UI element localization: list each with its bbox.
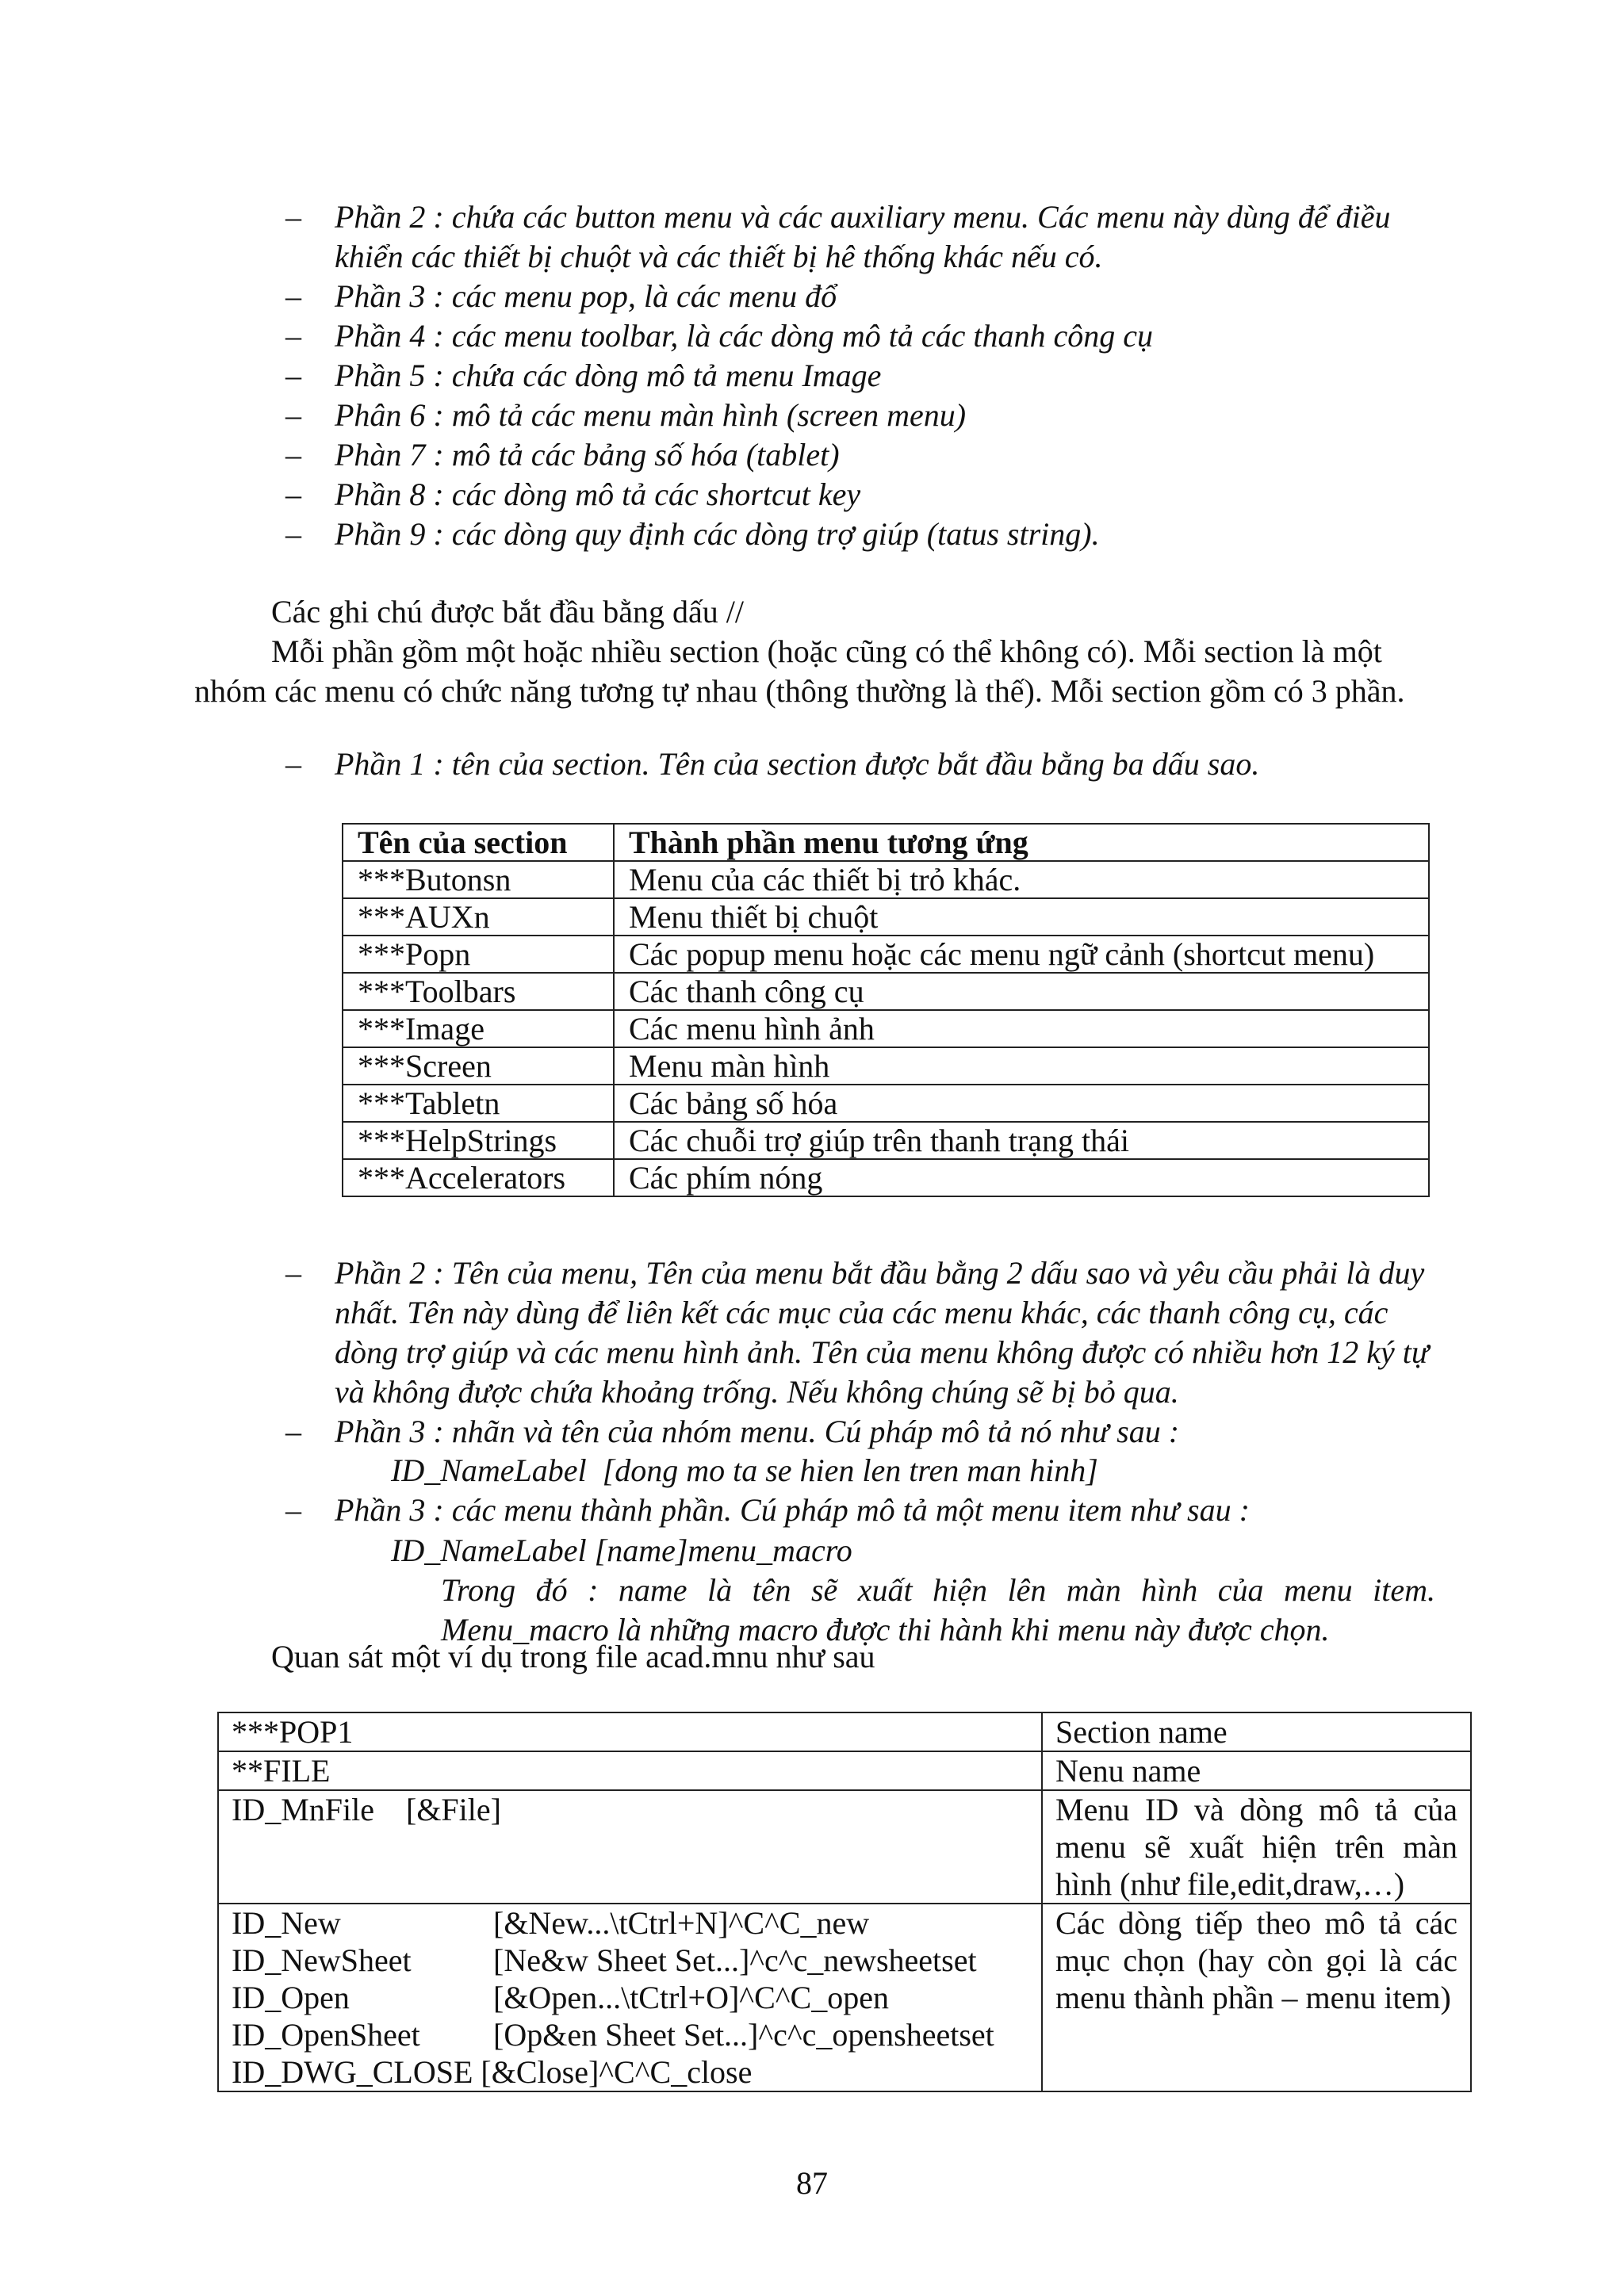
dash-bullet: – — [285, 437, 301, 473]
table-row — [343, 1159, 1429, 1196]
code-line — [232, 1904, 1028, 1942]
dash-bullet: – — [285, 1492, 301, 1528]
list-item — [285, 515, 1459, 554]
table-row — [343, 1085, 1429, 1122]
table-row — [343, 1010, 1429, 1047]
table-row — [343, 936, 1429, 973]
menu-parts-list — [285, 1253, 1459, 1452]
page-number: 87 — [796, 2165, 828, 2201]
table-cell: Các bảng số hóa — [614, 1085, 1429, 1122]
list-item — [285, 435, 1459, 475]
explanation-text: Menu_macro là những macro được thi hành khi menu này được chọn. — [441, 1612, 1330, 1647]
dash-bullet: – — [285, 516, 301, 552]
table-cell: ***Image — [343, 1010, 614, 1047]
table-cell: ***Screen — [343, 1047, 614, 1085]
table-cell: Các dòng tiếp theo mô tả các mục chọn (hay còn gọi là các menu thành phần – menu item) — [1042, 1904, 1471, 2091]
table-row — [218, 1712, 1471, 1751]
list-item-text: Phần 4 : các menu toolbar, là các dòng mô tả các thanh công cụ — [335, 318, 1154, 354]
dash-bullet: – — [285, 397, 301, 433]
table-row — [343, 1047, 1429, 1085]
table-cell: ***HelpStrings — [343, 1122, 614, 1159]
table-cell: **FILE — [218, 1751, 1042, 1790]
dash-bullet: – — [285, 278, 301, 314]
table-row — [343, 1122, 1429, 1159]
menu-id: ID_NewSheet — [232, 1942, 412, 1978]
example-table — [217, 1712, 1472, 2092]
table-cell: ***POP1 — [218, 1712, 1042, 1751]
menu-macro: [&Open...\tCtrl+O]^C^C_open — [493, 1980, 889, 2015]
parts-list — [285, 197, 1459, 554]
list-item — [285, 197, 1459, 277]
table-row — [218, 1751, 1471, 1790]
table-cell: Menu màn hình — [614, 1047, 1429, 1085]
syntax-text: ID_NameLabel [dong mo ta se hien len tren man hinh] — [391, 1452, 1098, 1488]
table-row — [343, 861, 1429, 898]
table-cell: Menu của các thiết bị trỏ khác. — [614, 861, 1429, 898]
section-part1-list — [285, 744, 1459, 784]
list-item — [285, 475, 1459, 515]
dash-bullet: – — [285, 1414, 301, 1449]
list-item — [285, 1490, 1459, 1530]
syntax-example: ID_NameLabel [name]menu_macro — [391, 1533, 852, 1568]
table-header-cell: Tên của section — [343, 824, 614, 861]
dash-bullet: – — [285, 746, 301, 782]
dash-bullet: – — [285, 358, 301, 393]
code-line — [232, 1942, 1028, 1979]
menu-items-list — [285, 1490, 1459, 1530]
section-paragraph: Mỗi phần gồm một hoặc nhiều section (hoặc cũng có thể không có). Mỗi section là một nhóm các menu có chức năng tương tự nhau (thông thường là thế). Mỗi section gồm có 3 phần. — [194, 633, 1405, 709]
code-line — [232, 2016, 1028, 2053]
list-item-text: Phần 2 : chứa các button menu và các auxiliary menu. Các menu này dùng để điều khiển các thiết bị chuột và các thiết bị hê thống khác nếu có. — [335, 199, 1391, 274]
table-row — [343, 898, 1429, 936]
list-item-text: Phần 2 : Tên của menu, Tên của menu bắt đầu bằng 2 dấu sao và yêu cầu phải là duy nhất. Tên này dùng để liên kết các mục của các menu khác, các thanh công cụ, các dòng trợ giúp và các menu hình ảnh. Tên của menu không được có nhiều hơn 12 ký tự và không được chứa khoảng trống. Nếu không chúng sẽ bị bỏ qua. — [335, 1255, 1429, 1410]
code-line — [232, 2053, 1028, 2091]
table-cell: Các phím nóng — [614, 1159, 1429, 1196]
table-cell: Menu ID và dòng mô tả của menu sẽ xuất hiện trên màn hình (như file,edit,draw,…) — [1042, 1790, 1471, 1904]
table-cell: ***Tabletn — [343, 1085, 614, 1122]
dash-bullet: – — [285, 1255, 301, 1291]
list-item-text: Phân 6 : mô tả các menu màn hình (screen menu) — [335, 397, 967, 433]
dash-bullet: – — [285, 318, 301, 354]
table-cell: ***Butonsn — [343, 861, 614, 898]
table-cell: Section name — [1042, 1712, 1471, 1751]
list-item-text: Phần 9 : các dòng quy định các dòng trợ giúp (tatus string). — [335, 516, 1100, 552]
list-item — [285, 1412, 1459, 1452]
list-item — [285, 744, 1459, 784]
table-cell: ID_MnFile [&File] — [218, 1790, 1042, 1904]
explanation-text: Trong đó : name là tên sẽ xuất hiện lên màn hình của menu item. — [441, 1572, 1435, 1608]
table-header-cell: Thành phần menu tương ứng — [614, 824, 1429, 861]
section-table — [342, 823, 1430, 1197]
list-item-text: Phần 1 : tên của section. Tên của section được bắt đầu bằng ba dấu sao. — [335, 746, 1260, 782]
list-item-text: Phần 8 : các dòng mô tả các shortcut key — [335, 476, 861, 512]
table-row — [218, 1790, 1471, 1904]
menu-macro: [&New...\tCtrl+N]^C^C_new — [493, 1905, 870, 1941]
list-item — [285, 1253, 1459, 1412]
table-cell: Các chuỗi trợ giúp trên thanh trạng thái — [614, 1122, 1429, 1159]
syntax-example — [391, 1451, 1098, 1490]
list-item-text: Phần 3 : các menu thành phần. Cú pháp mô tả một menu item như sau : — [335, 1492, 1250, 1528]
table-row — [218, 1904, 1471, 2091]
menu-macro: [&Close]^C^C_close — [481, 2054, 753, 2090]
list-item — [285, 316, 1459, 356]
list-item-text: Phần 3 : nhãn và tên của nhóm menu. Cú pháp mô tả nó như sau : — [335, 1414, 1180, 1449]
menu-macro: [Op&en Sheet Set...]^c^c_opensheetset — [493, 2017, 994, 2053]
list-item — [285, 277, 1459, 316]
menu-id: ID_Open — [232, 1980, 350, 2015]
table-cell: ***AUXn — [343, 898, 614, 936]
table-row — [343, 973, 1429, 1010]
menu-id: ID_OpenSheet — [232, 2017, 420, 2053]
menu-id: ID_DWG_CLOSE — [232, 2054, 473, 2090]
table-cell: Các thanh công cụ — [614, 973, 1429, 1010]
table-cell: Các menu hình ảnh — [614, 1010, 1429, 1047]
list-item — [285, 396, 1459, 435]
dash-bullet: – — [285, 476, 301, 512]
table-cell: Menu thiết bị chuột — [614, 898, 1429, 936]
dash-bullet: – — [285, 199, 301, 235]
list-item-text: Phần 3 : các menu pop, là các menu đổ — [335, 278, 837, 314]
table-cell: ***Popn — [343, 936, 614, 973]
menu-id: ID_New — [232, 1905, 341, 1941]
code-line — [232, 1979, 1028, 2016]
comment-note: Các ghi chú được bắt đầu bằng dấu // — [271, 594, 744, 629]
code-cell — [218, 1904, 1042, 2091]
menu-macro: [Ne&w Sheet Set...]^c^c_newsheetset — [493, 1942, 977, 1978]
list-item — [285, 356, 1459, 396]
table-header-row — [343, 824, 1429, 861]
table-cell: Nenu name — [1042, 1751, 1471, 1790]
example-intro: Quan sát một ví dụ trong file acad.mnu như sau — [271, 1639, 875, 1674]
table-cell: ***Toolbars — [343, 973, 614, 1010]
list-item-text: Phàn 7 : mô tả các bảng số hóa (tablet) — [335, 437, 840, 473]
table-cell: Các popup menu hoặc các menu ngữ cảnh (shortcut menu) — [614, 936, 1429, 973]
list-item-text: Phần 5 : chứa các dòng mô tả menu Image — [335, 358, 882, 393]
table-cell: ***Accelerators — [343, 1159, 614, 1196]
